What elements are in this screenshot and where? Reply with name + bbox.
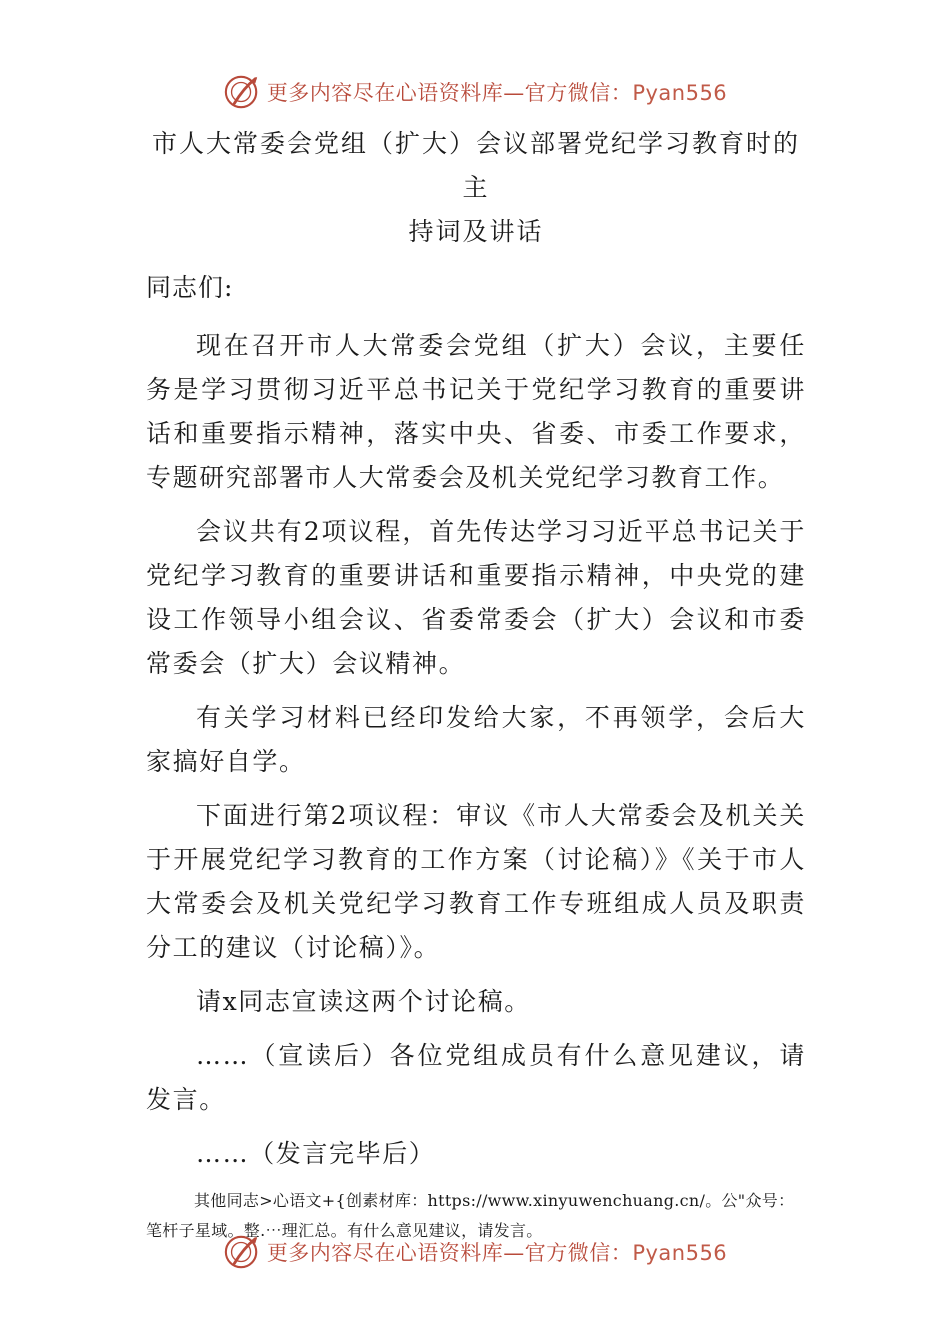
footnote: 其他同志>心语文+{创素材库：https://www.xinyuwenchuang.cn/。公"众号：笔杆子星域。整.⋯理汇总。有什么意见建议，请发言。 <box>146 1191 795 1240</box>
paragraph-4: 下面进行第2项议程：审议《市人大常委会及机关关于开展党纪学习教育的工作方案（讨论稿）》《关于市人大常委会及机关党纪学习教育工作专班组成人员及职责分工的建议（讨论稿）》。 <box>146 801 806 962</box>
footer-watermark <box>0 1232 950 1272</box>
watermark-text: 更多内容尽在心语资料库—官方微信：Pyan556 <box>266 1241 728 1265</box>
paragraph-7: ……（发言完毕后） <box>196 1139 436 1168</box>
brand-logo-icon <box>223 1233 261 1271</box>
paragraph-6: ……（宣读后）各位党组成员有什么意见建议，请发言。 <box>146 1041 806 1114</box>
document-body <box>146 122 806 1246</box>
greeting: 同志们: <box>146 273 234 302</box>
paragraph-3: 有关学习材料已经印发给大家，不再领学，会后大家搞好自学。 <box>146 703 806 776</box>
brand-logo-icon <box>223 73 261 111</box>
paragraph-5: 请x同志宣读这两个讨论稿。 <box>196 987 531 1016</box>
paragraph-2: 会议共有2项议程，首先传达学习习近平总书记关于党纪学习教育的重要讲话和重要指示精神，中央党的建设工作领导小组会议、省委常委会（扩大）会议和市委常委会（扩大）会议精神。 <box>146 517 806 678</box>
title-line-2: 持词及讲话 <box>408 217 544 246</box>
title-line-1: 市人大常委会党组（扩大）会议部署党纪学习教育时的主 <box>151 129 800 202</box>
paragraph-1: 现在召开市人大常委会党组（扩大）会议，主要任务是学习贯彻习近平总书记关于党纪学习教育的重要讲话和重要指示精神，落实中央、省委、市委工作要求，专题研究部署市人大常委会及机关党纪学习教育工作。 <box>146 331 806 492</box>
header-watermark <box>0 72 950 112</box>
document-title <box>146 122 806 254</box>
watermark-text: 更多内容尽在心语资料库—官方微信：Pyan556 <box>266 81 728 105</box>
